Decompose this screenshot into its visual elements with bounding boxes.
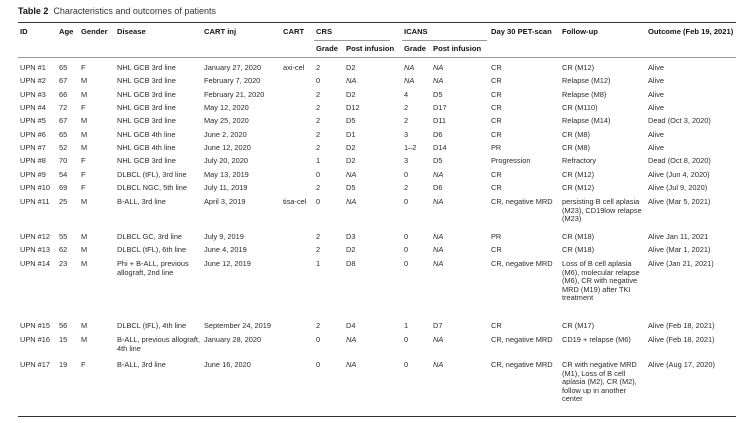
cell-id: UPN #9: [20, 170, 46, 179]
cell-outcome: Alive: [648, 76, 665, 85]
table-caption-text: Characteristics and outcomes of patients: [53, 6, 216, 16]
cell-cart-inj: June 16, 2020: [204, 360, 251, 369]
cell-crs-grade: 2: [316, 183, 321, 192]
cell-age: 25: [59, 197, 68, 206]
header-outcome: Outcome (Feb 19, 2021): [648, 27, 734, 36]
cell-crs-grade: 0: [316, 76, 321, 85]
cell-disease: NHL GCB 3rd line: [117, 76, 176, 85]
cell-pet: CR: [491, 245, 502, 254]
cell-crs-grade: 0: [316, 197, 321, 206]
cell-crs-grade: 2: [316, 116, 321, 125]
cell-age: 72: [59, 103, 68, 112]
crs-subrule: [314, 40, 390, 41]
cell-pet: CR, negative MRD: [491, 259, 553, 268]
cell-gender: M: [81, 245, 88, 254]
cell-pet: CR: [491, 103, 502, 112]
cell-icans-grade: NA: [404, 63, 415, 72]
cell-icans-grade: 0: [404, 245, 409, 254]
cell-icans-post: D7: [433, 321, 443, 330]
cell-disease: NHL GCB 3rd line: [117, 63, 176, 72]
cell-outcome: Alive (Jun 4, 2020): [648, 170, 710, 179]
cell-icans-post: NA: [433, 197, 444, 206]
cell-gender: F: [81, 63, 86, 72]
cell-crs-post: NA: [346, 360, 357, 369]
cell-followup: CR (M110): [562, 103, 598, 112]
cell-gender: F: [81, 156, 86, 165]
cell-crs-grade: 0: [316, 335, 321, 344]
cell-id: UPN #13: [20, 245, 50, 254]
cell-disease: NHL GCB 3rd line: [117, 156, 176, 165]
cell-outcome: Dead (Oct 3, 2020): [648, 116, 711, 125]
cell-id: UPN #4: [20, 103, 46, 112]
cell-age: 19: [59, 360, 68, 369]
cell-disease: NHL GCB 3rd line: [117, 116, 176, 125]
cell-crs-post: D8: [346, 259, 356, 268]
cell-icans-grade: 0: [404, 335, 409, 344]
cell-followup: CR (M8): [562, 130, 590, 139]
cell-age: 70: [59, 156, 68, 165]
cell-pet: CR: [491, 76, 502, 85]
cell-gender: M: [81, 335, 88, 344]
cell-id: UPN #16: [20, 335, 50, 344]
cell-id: UPN #10: [20, 183, 50, 192]
cell-icans-post: D5: [433, 156, 443, 165]
cell-followup: CR with negative MRD (M1), Loss of B cell aplasia (M2), CR (M2), follow up in another center: [562, 360, 637, 404]
cell-disease: NHL GCB 4th line: [117, 130, 176, 139]
header-icans-post: Post infusion: [433, 44, 482, 53]
cell-icans-post: NA: [433, 63, 444, 72]
cell-crs-grade: 2: [316, 90, 321, 99]
cell-icans-grade: 1: [404, 321, 409, 330]
cell-cart-inj: May 12, 2020: [204, 103, 249, 112]
cell-disease: B-ALL, previous allograft, 4th line: [117, 335, 200, 353]
cell-disease: NHL GCB 3rd line: [117, 90, 176, 99]
cell-followup: CR (M18): [562, 245, 595, 254]
cell-crs-grade: 1: [316, 259, 321, 268]
cell-crs-post: D3: [346, 232, 356, 241]
cell-crs-grade: 0: [316, 360, 321, 369]
cell-followup: CR (M12): [562, 183, 595, 192]
cell-cart-inj: September 24, 2019: [204, 321, 271, 330]
cell-id: UPN #14: [20, 259, 50, 268]
header-id: ID: [20, 27, 28, 36]
cell-id: UPN #8: [20, 156, 46, 165]
cell-icans-grade: 0: [404, 197, 409, 206]
cell-followup: CR (M8): [562, 143, 590, 152]
cell-outcome: Alive (Jul 9, 2020): [648, 183, 708, 192]
cell-crs-grade: 2: [316, 130, 321, 139]
cell-outcome: Alive (Mar 5, 2021): [648, 197, 711, 206]
cell-followup: Relapse (M14): [562, 116, 611, 125]
cell-crs-post: D2: [346, 143, 356, 152]
cell-followup: persisting B cell aplasia (M23), CD19low relapse (M23): [562, 197, 642, 224]
cell-outcome: Dead (Oct 8, 2020): [648, 156, 711, 165]
cell-age: 52: [59, 143, 68, 152]
cell-disease: DLBCL (tFL), 4th line: [117, 321, 187, 330]
header-crs-post: Post infusion: [346, 44, 395, 53]
cell-id: UPN #12: [20, 232, 50, 241]
cell-age: 65: [59, 63, 68, 72]
cell-cart-inj: January 28, 2020: [204, 335, 262, 344]
cell-cart-inj: June 12, 2019: [204, 259, 251, 268]
cell-outcome: Alive: [648, 143, 665, 152]
cell-cart-inj: June 4, 2019: [204, 245, 247, 254]
cell-pet: CR: [491, 183, 502, 192]
cell-crs-post: D2: [346, 156, 356, 165]
cell-gender: F: [81, 170, 86, 179]
cell-crs-grade: 2: [316, 232, 321, 241]
header-crs-grade: Grade: [316, 44, 338, 53]
cell-id: UPN #1: [20, 63, 46, 72]
cell-gender: M: [81, 130, 88, 139]
cell-pet: CR: [491, 321, 502, 330]
cell-pet: PR: [491, 232, 502, 241]
cell-cart-inj: February 7, 2020: [204, 76, 261, 85]
cell-gender: M: [81, 143, 88, 152]
table-caption: [18, 6, 216, 16]
cell-age: 67: [59, 116, 68, 125]
cell-gender: M: [81, 321, 88, 330]
cell-outcome: Alive (Feb 18, 2021): [648, 335, 715, 344]
cell-gender: F: [81, 183, 86, 192]
cell-cart-inj: June 12, 2020: [204, 143, 251, 152]
header-icans-grade: Grade: [404, 44, 426, 53]
cell-followup: CR (M18): [562, 232, 595, 241]
cell-age: 23: [59, 259, 68, 268]
header-disease: Disease: [117, 27, 146, 36]
cell-age: 55: [59, 232, 68, 241]
cell-crs-post: D5: [346, 183, 356, 192]
cell-crs-post: NA: [346, 335, 357, 344]
cell-outcome: Alive (Aug 17, 2020): [648, 360, 715, 369]
cell-pet: CR, negative MRD: [491, 335, 553, 344]
cell-gender: M: [81, 232, 88, 241]
cell-cart: tisa-cel: [283, 197, 307, 206]
header-icans: ICANS: [404, 27, 428, 36]
cell-cart-inj: January 27, 2020: [204, 63, 262, 72]
cell-pet: CR: [491, 116, 502, 125]
cell-disease: DLBCL GC, 3rd line: [117, 232, 183, 241]
cell-followup: CR (M12): [562, 63, 595, 72]
cell-crs-grade: 2: [316, 321, 321, 330]
cell-crs-grade: 2: [316, 63, 321, 72]
cell-crs-post: NA: [346, 197, 357, 206]
cell-cart-inj: July 20, 2020: [204, 156, 248, 165]
cell-age: 56: [59, 321, 68, 330]
cell-id: UPN #6: [20, 130, 46, 139]
cell-outcome: Alive Jan 11, 2021: [648, 232, 709, 241]
cell-icans-post: NA: [433, 335, 444, 344]
cell-outcome: Alive: [648, 130, 665, 139]
cell-pet: CR: [491, 170, 502, 179]
bottom-rule: [18, 416, 736, 417]
header-pet: Day 30 PET-scan: [491, 27, 552, 36]
cell-id: UPN #11: [20, 197, 50, 206]
cell-crs-post: D12: [346, 103, 360, 112]
cell-cart-inj: June 2, 2020: [204, 130, 247, 139]
cell-icans-post: NA: [433, 170, 444, 179]
cell-crs-post: NA: [346, 76, 357, 85]
cell-disease: Phi + B-ALL, previous allograft, 2nd line: [117, 259, 189, 277]
cell-age: 69: [59, 183, 68, 192]
top-rule: [18, 22, 736, 23]
cell-id: UPN #15: [20, 321, 50, 330]
cell-icans-post: D6: [433, 130, 443, 139]
cell-icans-post: D14: [433, 143, 447, 152]
cell-age: 65: [59, 130, 68, 139]
cell-icans-grade: 1–2: [404, 143, 417, 152]
cell-outcome: Alive (Feb 18, 2021): [648, 321, 715, 330]
cell-followup: Relapse (M12): [562, 76, 611, 85]
cell-icans-post: D11: [433, 116, 447, 125]
cell-gender: M: [81, 90, 88, 99]
cell-icans-post: NA: [433, 259, 444, 268]
cell-icans-post: NA: [433, 245, 444, 254]
cell-disease: B-ALL, 3rd line: [117, 360, 166, 369]
cell-disease: NHL GCB 4th line: [117, 143, 176, 152]
cell-icans-grade: 0: [404, 259, 409, 268]
cell-cart-inj: May 13, 2019: [204, 170, 249, 179]
cell-age: 67: [59, 76, 68, 85]
cell-icans-grade: 0: [404, 360, 409, 369]
cell-disease: DLBCL NGC, 5th line: [117, 183, 187, 192]
cell-gender: M: [81, 116, 88, 125]
cell-disease: DLBCL (tFL), 3rd line: [117, 170, 187, 179]
cell-icans-grade: 0: [404, 170, 409, 179]
cell-followup: CR (M12): [562, 170, 595, 179]
cell-crs-grade: 2: [316, 103, 321, 112]
cell-icans-post: D6: [433, 183, 443, 192]
header-followup: Follow-up: [562, 27, 598, 36]
cell-followup: Relapse (M8): [562, 90, 607, 99]
cell-icans-grade: 2: [404, 103, 409, 112]
header-gender: Gender: [81, 27, 108, 36]
cell-cart-inj: May 25, 2020: [204, 116, 249, 125]
cell-icans-grade: 2: [404, 183, 409, 192]
cell-outcome: Alive (Mar 1, 2021): [648, 245, 711, 254]
cell-icans-grade: 3: [404, 156, 409, 165]
cell-age: 54: [59, 170, 68, 179]
cell-crs-post: D2: [346, 63, 356, 72]
cell-outcome: Alive: [648, 63, 665, 72]
cell-age: 62: [59, 245, 68, 254]
cell-followup: CD19 + relapse (M6): [562, 335, 631, 344]
cell-cart-inj: April 3, 2019: [204, 197, 246, 206]
cell-crs-grade: 1: [316, 156, 321, 165]
cell-outcome: Alive: [648, 103, 665, 112]
cell-crs-post: D5: [346, 116, 356, 125]
cell-pet: CR, negative MRD: [491, 197, 553, 206]
cell-crs-post: D2: [346, 90, 356, 99]
cell-pet: CR: [491, 90, 502, 99]
header-cart: CART: [283, 27, 305, 36]
cell-crs-post: D4: [346, 321, 356, 330]
cell-id: UPN #3: [20, 90, 46, 99]
cell-age: 66: [59, 90, 68, 99]
cell-cart: axi-cel: [283, 63, 305, 72]
cell-disease: DLBCL (tFL), 6th line: [117, 245, 187, 254]
cell-icans-grade: 4: [404, 90, 409, 99]
cell-pet: CR: [491, 130, 502, 139]
cell-pet: CR: [491, 63, 502, 72]
cell-pet: CR, negative MRD: [491, 360, 553, 369]
cell-disease: NHL GCB 3rd line: [117, 103, 176, 112]
cell-icans-post: NA: [433, 76, 444, 85]
cell-pet: Progression: [491, 156, 531, 165]
cell-id: UPN #2: [20, 76, 46, 85]
cell-icans-grade: NA: [404, 76, 415, 85]
cell-crs-grade: 2: [316, 143, 321, 152]
cell-cart-inj: February 21, 2020: [204, 90, 265, 99]
header-crs: CRS: [316, 27, 333, 36]
cell-crs-post: NA: [346, 170, 357, 179]
icans-subrule: [402, 40, 487, 41]
cell-id: UPN #7: [20, 143, 46, 152]
header-age: Age: [59, 27, 74, 36]
cell-icans-post: D5: [433, 90, 443, 99]
cell-gender: M: [81, 76, 88, 85]
cell-icans-grade: 3: [404, 130, 409, 139]
cell-gender: F: [81, 103, 86, 112]
cell-disease: B-ALL, 3rd line: [117, 197, 166, 206]
cell-icans-grade: 0: [404, 232, 409, 241]
cell-id: UPN #17: [20, 360, 50, 369]
cell-cart-inj: July 11, 2019: [204, 183, 248, 192]
cell-gender: M: [81, 197, 88, 206]
cell-followup: Loss of B cell aplasia (M6), molecular relapse (M6), CR with negative MRD (M19) after TKI treatment: [562, 259, 640, 303]
cell-icans-post: D17: [433, 103, 447, 112]
cell-crs-post: D1: [346, 130, 356, 139]
cell-crs-grade: 0: [316, 170, 321, 179]
cell-followup: Refractory: [562, 156, 597, 165]
cell-outcome: Alive (Jan 21, 2021): [648, 259, 714, 268]
cell-icans-post: NA: [433, 360, 444, 369]
cell-pet: PR: [491, 143, 502, 152]
cell-outcome: Alive: [648, 90, 665, 99]
cell-crs-grade: 2: [316, 245, 321, 254]
cell-gender: F: [81, 360, 86, 369]
header-cart-inj: CART inj: [204, 27, 237, 36]
cell-icans-post: NA: [433, 232, 444, 241]
cell-cart-inj: July 9, 2019: [204, 232, 244, 241]
header-rule: [18, 57, 736, 58]
cell-gender: M: [81, 259, 88, 268]
cell-crs-post: D2: [346, 245, 356, 254]
table-label: Table 2: [18, 6, 49, 16]
cell-icans-grade: 2: [404, 116, 409, 125]
cell-age: 15: [59, 335, 68, 344]
cell-id: UPN #5: [20, 116, 46, 125]
cell-followup: CR (M17): [562, 321, 595, 330]
